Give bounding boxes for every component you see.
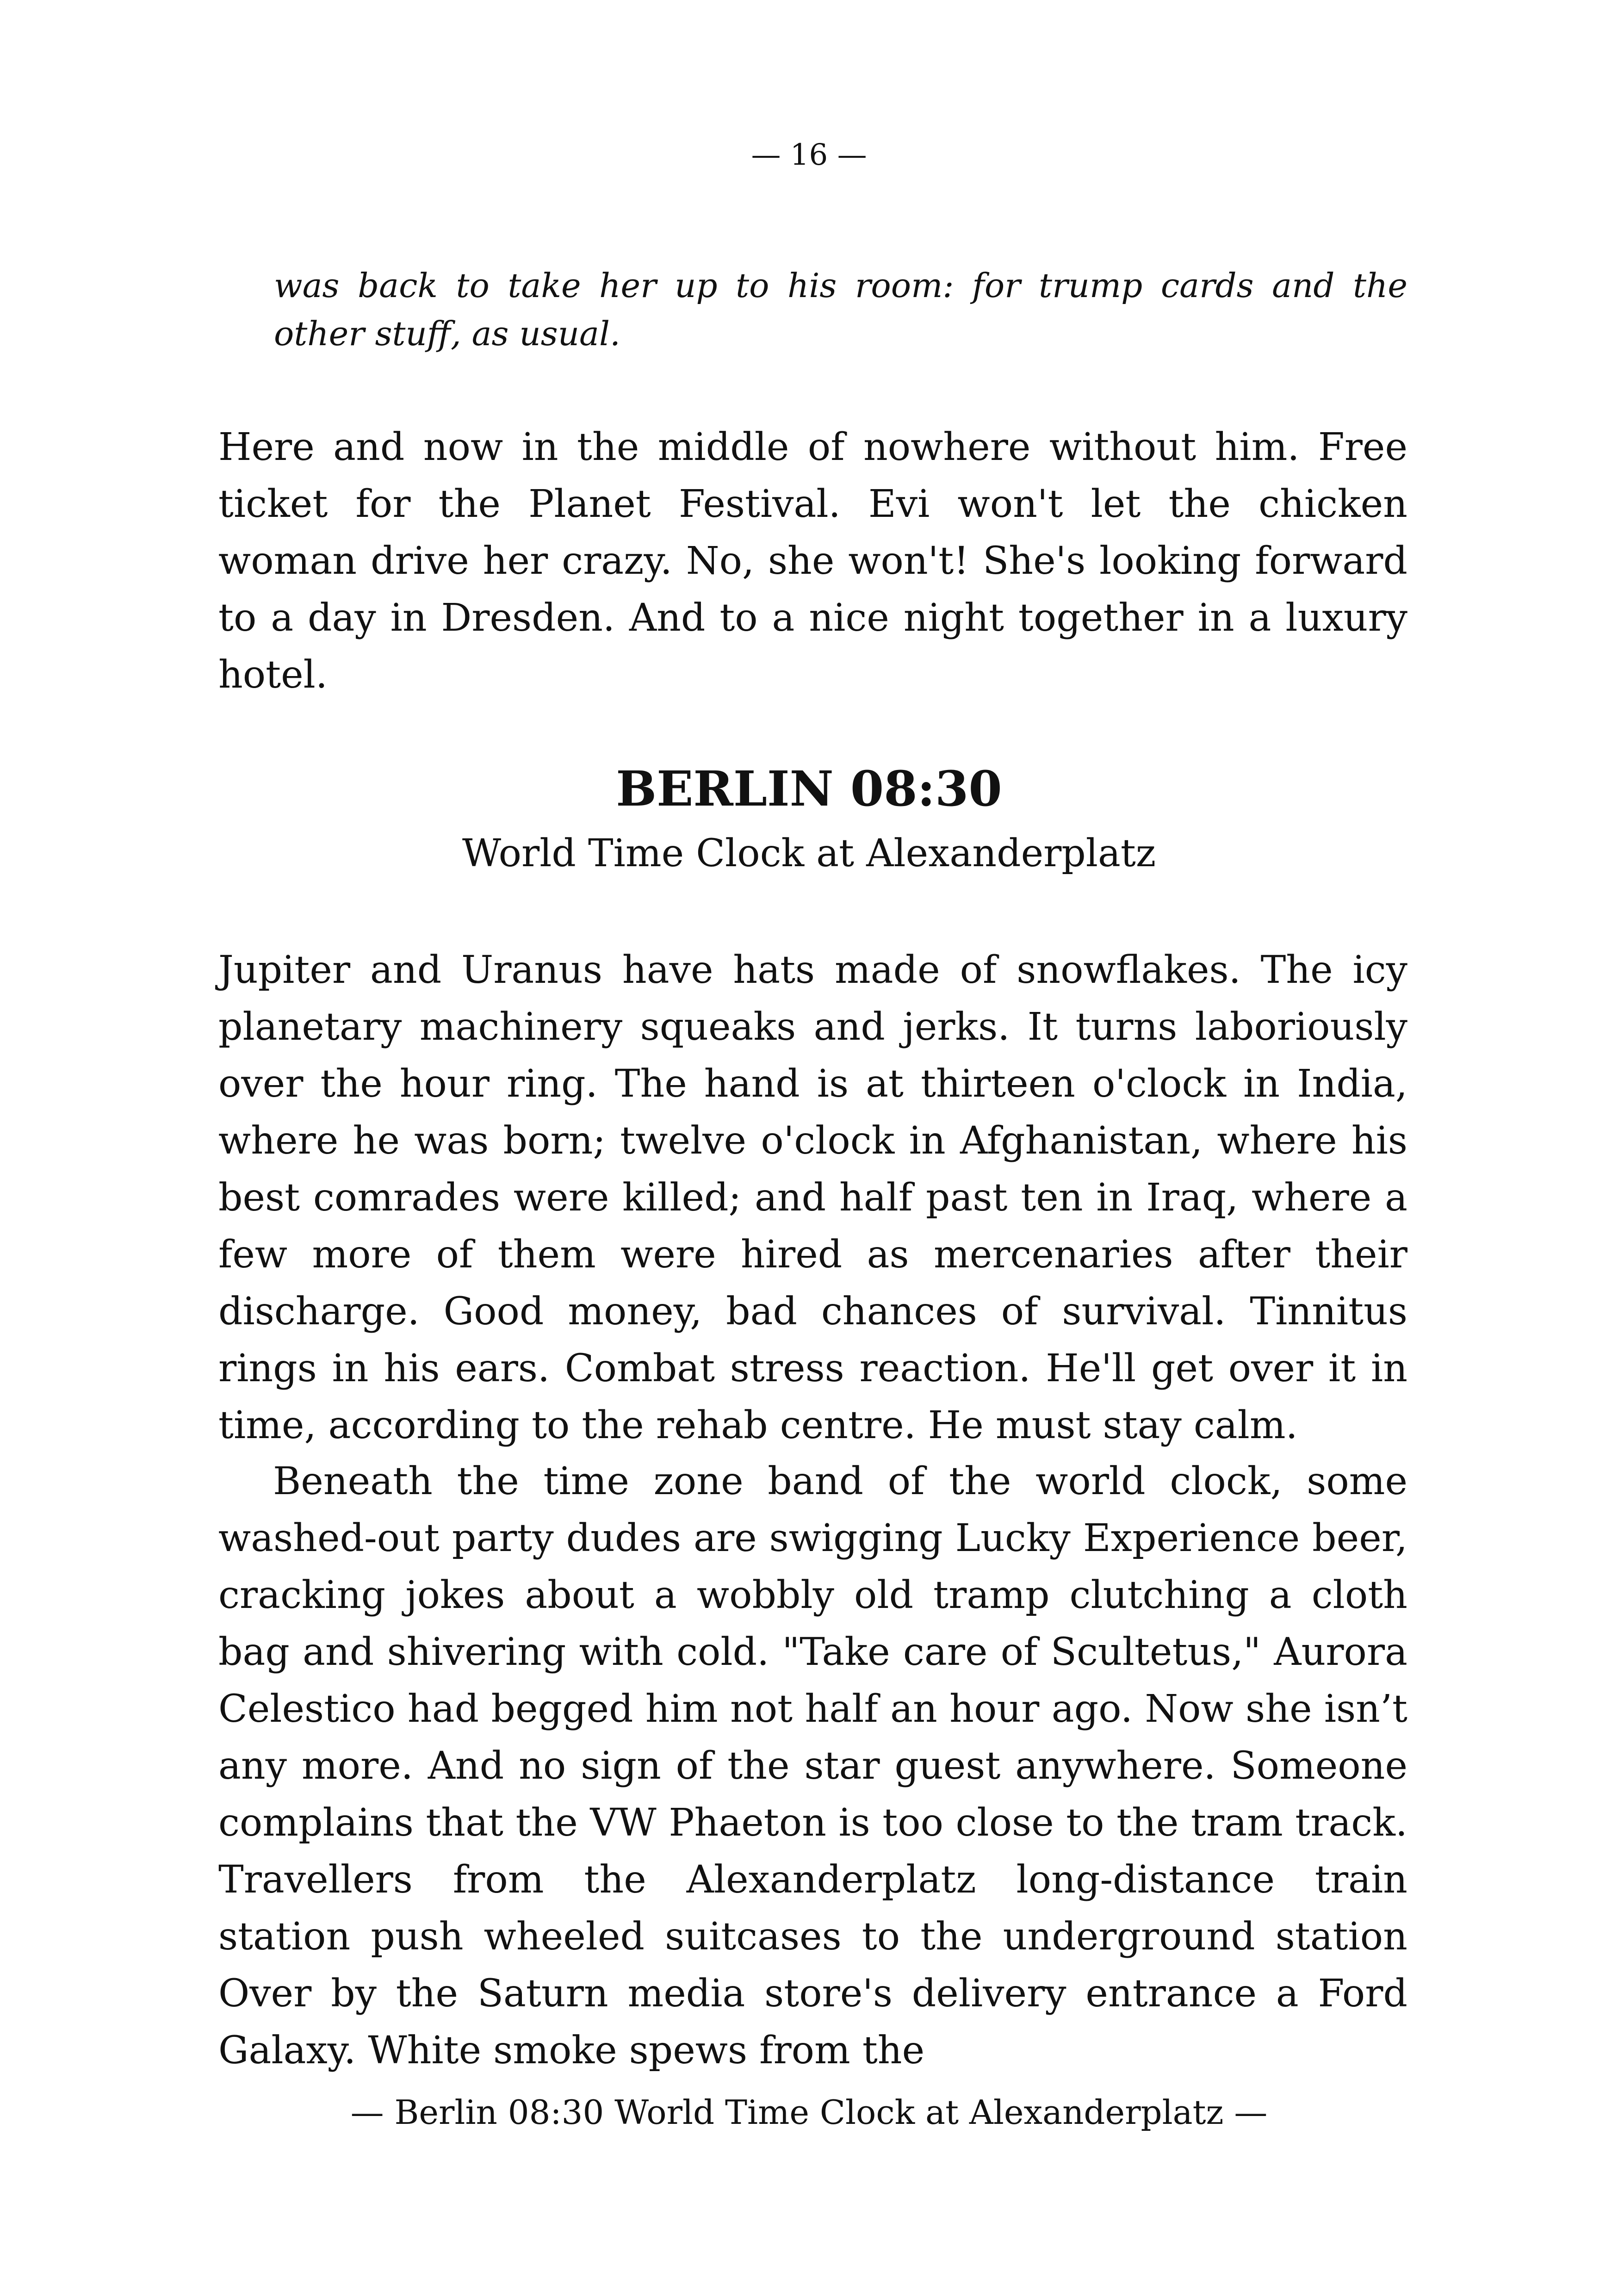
chapter-subtitle: World Time Clock at Alexanderplatz xyxy=(462,832,1156,875)
chapter-title: BERLIN 08:30 xyxy=(616,760,1002,817)
running-footer: — Berlin 08:30 World Time Clock at Alexanderplatz — xyxy=(350,2093,1268,2132)
body-paragraph: Jupiter and Uranus have hats made of snowflakes. The icy planetary machinery squeaks and jerks. It turns laboriously over the hour ring. The hand is at thirteen o'clock in India, where he was born; twelve o'clock in Afghanistan, where his best comrades were killed; and half past ten in Iraq, where a few more of them were hired as mercenaries after their discharge. Good money, bad chances of survival. Tinnitus rings in his ears. Combat stress reaction. He'll get over it in time, according to the rehab centre. He must stay calm. xyxy=(218,948,1407,1447)
body-paragraph: Beneath the time zone band of the world clock, some washed-out party dudes are swigging Lucky Experience beer, cracking jokes about a wobbly old tramp clutching a cloth bag and shivering with cold. "Take care of Scultetus," Aurora Celestico had begged him not half an hour ago. Now she isn’t any more. And no sign of the star guest anywhere. Someone complains that the VW Phaeton is too close to the tram track. Travellers from the Alexanderplatz long-distance train station push wheeled suitcases to the underground station Over by the Saturn media store's delivery entrance a Ford Galaxy. White smoke spews from the xyxy=(218,1459,1407,2073)
page-number: — 16 — xyxy=(751,138,867,172)
body-paragraph: Here and now in the middle of nowhere without him. Free ticket for the Planet Festival. Evi won't let the chicken woman drive her crazy. No, she won't! She's looking forward to a day in Dresden. And to a nice night together in a luxury hotel. xyxy=(218,425,1407,697)
italic-quote-continuation: was back to take her up to his room: for trump cards and the other stuff, as usual. xyxy=(274,266,1407,353)
